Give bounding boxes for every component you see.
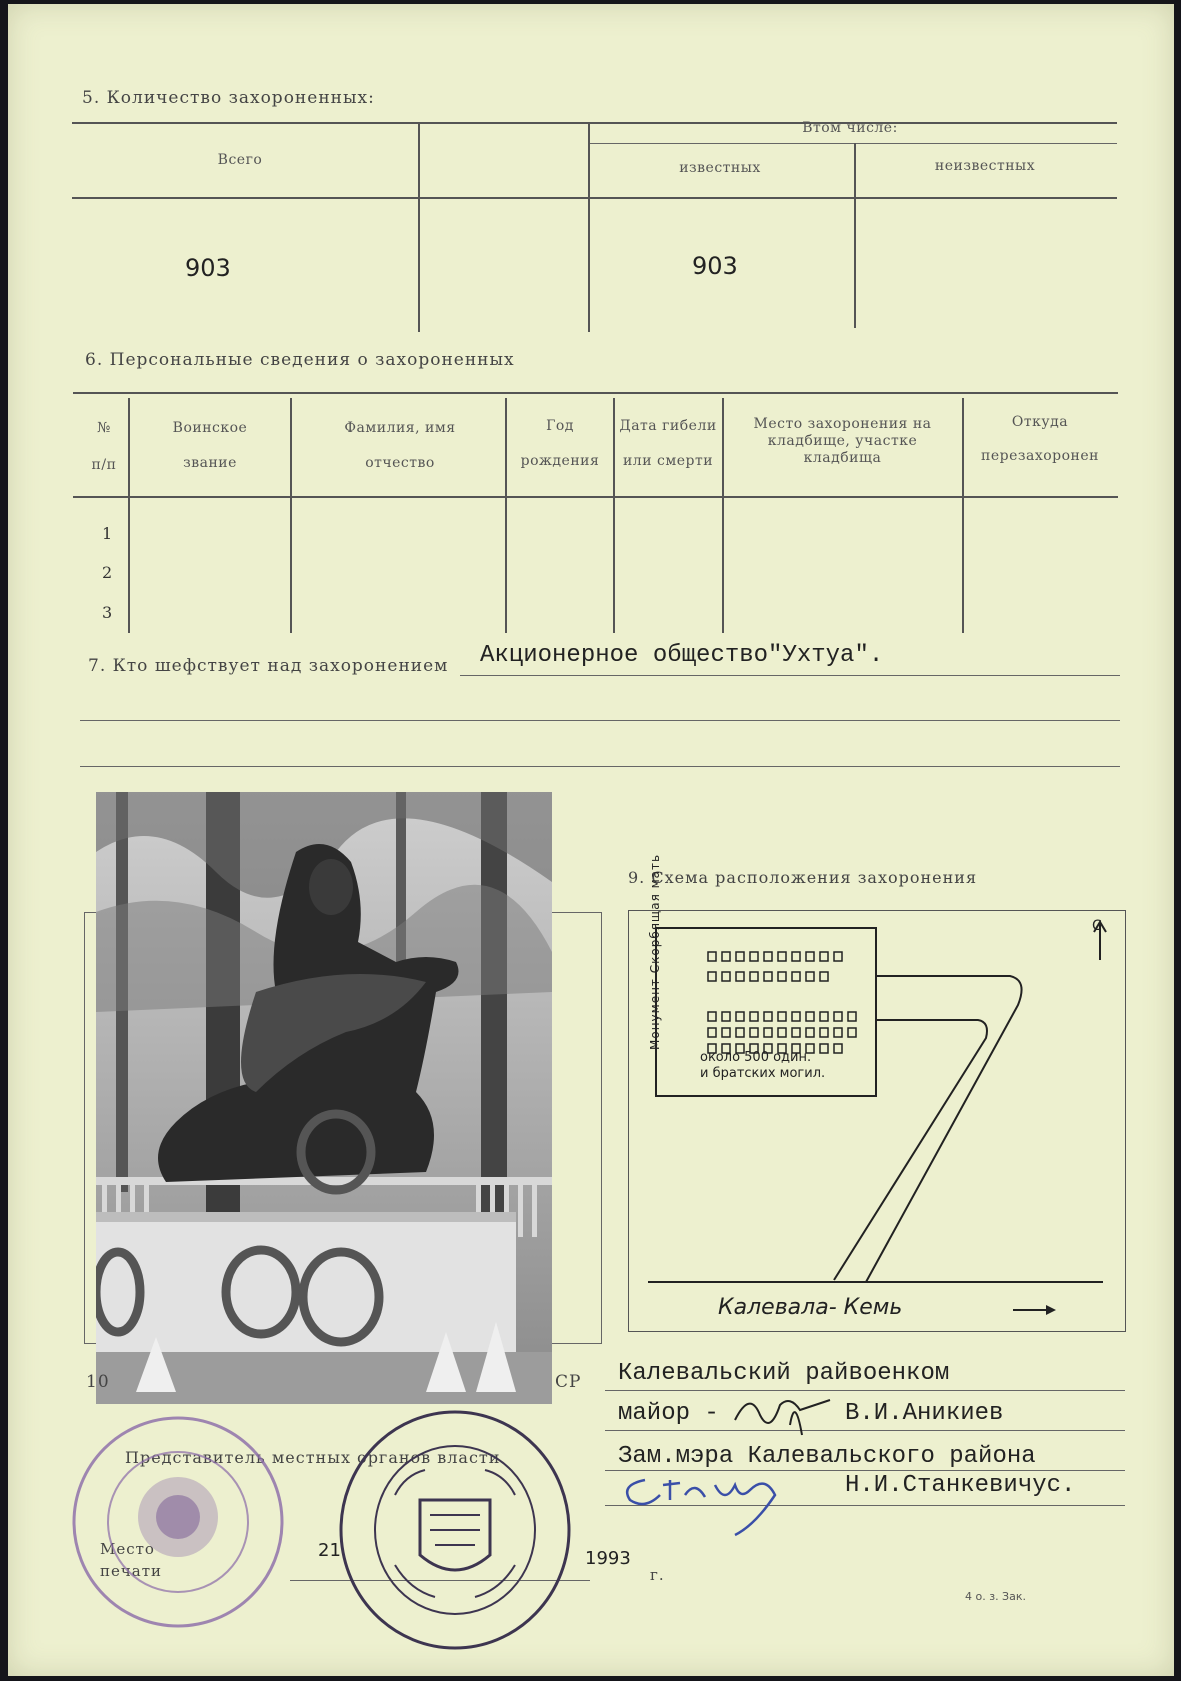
signer1-rank: майор -	[618, 1400, 719, 1427]
seal-place-line2: печати	[100, 1562, 163, 1580]
section7-underline	[460, 675, 1120, 676]
col-death-line1: Дата гибели	[619, 418, 717, 434]
col-number-line2: п/п	[91, 457, 117, 473]
col-unknown-header: неизвестных	[934, 158, 1036, 174]
burial-scheme-map	[628, 910, 1126, 1332]
table5-divider	[588, 122, 590, 332]
signer1-title: Калевальский райвоенком	[618, 1360, 950, 1387]
col-place-line2: кладбище, участке	[767, 433, 918, 449]
signature-stankevichus	[615, 1455, 815, 1549]
table5-divider	[418, 122, 420, 332]
col-birth-line2: рождения	[520, 453, 600, 469]
date-day: 21	[318, 1540, 341, 1561]
col-total-header: Всего	[217, 152, 263, 168]
col-name-line1: Фамилия, имя	[344, 420, 456, 436]
table-row-number: 2	[102, 563, 113, 582]
signer2-name: Н.И.Станкевичус.	[845, 1472, 1076, 1499]
col-known-header: известных	[679, 160, 761, 176]
total-count-value: 903	[185, 254, 231, 282]
signature-aniikiev	[730, 1385, 840, 1449]
col-birth-line1: Год	[546, 418, 574, 434]
col-origin-line1: Откуда	[1011, 414, 1069, 430]
table5-divider	[854, 143, 856, 328]
table6-divider	[128, 398, 130, 633]
graves-label: и братских могил.	[700, 1066, 826, 1081]
section5-title: 5. Количество захороненных:	[82, 88, 375, 108]
known-count-value: 903	[692, 252, 738, 280]
left-stamp	[68, 1412, 288, 1632]
col-number-line1: №	[97, 420, 111, 436]
rep-label: Представитель местных органов власти	[125, 1448, 501, 1467]
table6-divider	[290, 398, 292, 633]
table6-divider	[962, 398, 964, 633]
section6-title: 6. Персональные сведения о захороненных	[85, 350, 515, 370]
monument-label: Монумент Скорбящая мать	[648, 853, 662, 1050]
table6-divider	[505, 398, 507, 633]
col-rank-line2: звание	[183, 455, 237, 471]
section10-prefix: 10	[86, 1372, 110, 1392]
col-rank-line1: Воинское	[172, 420, 248, 436]
date-suffix: г.	[650, 1566, 665, 1584]
signature-line	[605, 1390, 1125, 1391]
print-code: 4 о. з. Зак.	[965, 1590, 1026, 1603]
col-place-line1: Место захоронения на	[753, 416, 932, 432]
col-place-line3: кладбища	[803, 450, 882, 466]
section9-title: 9. Схема расположения захоронения	[628, 868, 978, 887]
north-label: С	[1092, 918, 1102, 934]
section10-suffix: СР	[555, 1372, 582, 1392]
col-name-line2: отчество	[365, 455, 435, 471]
table-row-number: 3	[102, 603, 113, 622]
col-including-header: Втом числе:	[802, 120, 898, 136]
table6-top-line	[73, 392, 1118, 394]
seal-place-line1: Место	[100, 1540, 155, 1558]
section7-label: 7. Кто шефствует над захоронением	[88, 656, 449, 676]
signer2-title: Зам.мэра Калевальского района	[618, 1443, 1036, 1470]
table6-divider	[722, 398, 724, 633]
right-stamp	[335, 1405, 575, 1655]
graves-label: около 500 один.	[700, 1050, 812, 1065]
section7-blank-line	[80, 766, 1120, 767]
section7-blank-line	[80, 720, 1120, 721]
date-year: 1993	[585, 1548, 631, 1569]
table5-header-line	[72, 197, 1117, 199]
road-label: Калевала- Кемь	[718, 1295, 903, 1320]
patron-value: Акционерное общество"Ухтуа".	[480, 642, 884, 669]
col-origin-line2: перезахоронен	[980, 448, 1099, 464]
memorial-photo	[96, 792, 552, 1404]
col-death-line2: или смерти	[622, 453, 714, 469]
signer1-name: В.И.Аникиев	[845, 1400, 1004, 1427]
table-row-number: 1	[102, 524, 113, 543]
table5-top-line	[72, 122, 1117, 124]
signature-line	[605, 1430, 1125, 1431]
